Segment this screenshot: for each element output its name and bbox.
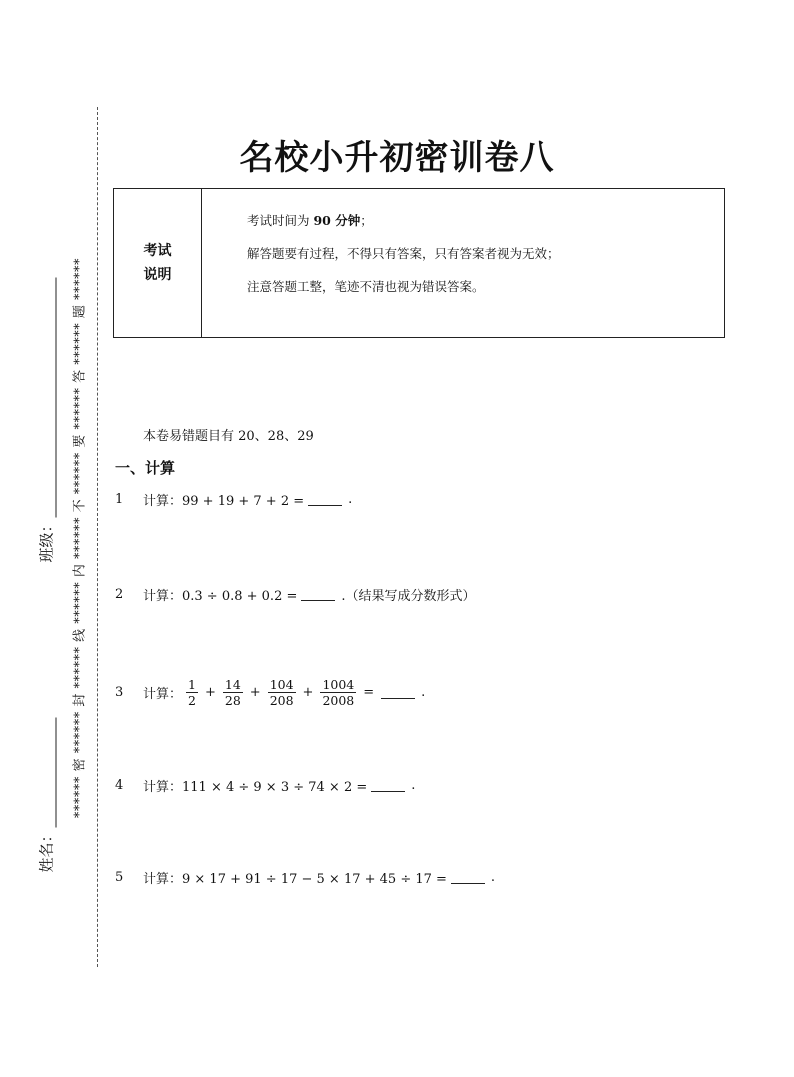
question-end: . [421, 685, 426, 700]
question-text: 计算：99 + 19 + 7 + 2 = [143, 494, 305, 509]
denominator: 2008 [322, 693, 355, 708]
numerator: 104 [269, 677, 294, 692]
denominator: 28 [224, 693, 241, 708]
info-label-line2: 说明 [143, 267, 172, 283]
numerator: 1 [188, 677, 196, 692]
exam-info-box [113, 188, 725, 338]
rule-1: 解答题要有过程，不得只有答案，只有答案者视为无效； [247, 246, 560, 261]
binding-dashed-line [97, 107, 98, 967]
question-5 [115, 868, 495, 887]
fraction-4 [320, 677, 356, 708]
question-4 [115, 776, 415, 795]
question-end: . [490, 870, 496, 885]
info-label-line1: 考试 [143, 243, 172, 259]
numerator: 14 [224, 677, 241, 692]
time-suffix: ； [360, 213, 373, 228]
name-field [36, 717, 57, 872]
class-label: 班级： [37, 517, 56, 563]
question-2 [115, 585, 476, 604]
time-prefix: 考试时间为 [247, 213, 314, 228]
question-1 [115, 490, 352, 509]
name-label: 姓名： [37, 827, 56, 873]
exam-info-lines [247, 211, 560, 310]
fraction-2 [223, 677, 243, 708]
fraction-1 [186, 677, 198, 708]
question-number: 5 [115, 870, 124, 885]
numerator: 1004 [322, 677, 355, 692]
question-number: 4 [115, 778, 124, 793]
answer-blank[interactable] [451, 871, 485, 884]
answer-blank[interactable] [381, 686, 415, 699]
question-number: 1 [115, 492, 124, 507]
rule-2: 注意答题工整，笔迹不清也视为错误答案。 [247, 279, 485, 294]
exam-info-label [114, 189, 202, 337]
question-text: 计算：111 × 4 ÷ 9 × 3 ÷ 74 × 2 = [143, 780, 368, 795]
question-prefix: 计算： [143, 687, 183, 702]
page-title: 名校小升初密训卷八 [239, 138, 555, 178]
question-end: .（结果写成分数形式） [341, 589, 476, 604]
name-blank[interactable] [42, 717, 57, 827]
time-value: 90 分钟 [313, 213, 361, 228]
answer-blank[interactable] [301, 588, 335, 601]
class-blank[interactable] [42, 277, 57, 517]
question-end: . [411, 778, 416, 793]
equals-sign: = [363, 685, 375, 700]
section-title: 一、计算 [115, 459, 176, 477]
fraction-3 [268, 677, 296, 708]
plus-sign: + [249, 685, 261, 700]
exam-time-line [247, 211, 560, 244]
seal-line-text: ****** 密 ****** 封 ****** 线 ****** 内 ****** 不 ****** 要 ****** 答 ****** 题 ****** [72, 257, 88, 819]
class-field [36, 277, 57, 562]
question-number: 2 [115, 587, 124, 602]
question-number: 3 [115, 685, 124, 700]
question-text: 计算：0.3 ÷ 0.8 + 0.2 = [143, 589, 298, 604]
denominator: 208 [269, 693, 294, 708]
error-prone-note: 本卷易错题目有 20、28、29 [143, 429, 314, 444]
question-end: . [348, 492, 353, 507]
denominator: 2 [188, 693, 196, 708]
plus-sign: + [302, 685, 314, 700]
answer-blank[interactable] [371, 779, 405, 792]
answer-blank[interactable] [308, 493, 342, 506]
question-text: 计算：9 × 17 + 91 ÷ 17 − 5 × 17 + 45 ÷ 17 = [143, 872, 447, 887]
question-3 [115, 677, 425, 708]
plus-sign: + [204, 685, 216, 700]
